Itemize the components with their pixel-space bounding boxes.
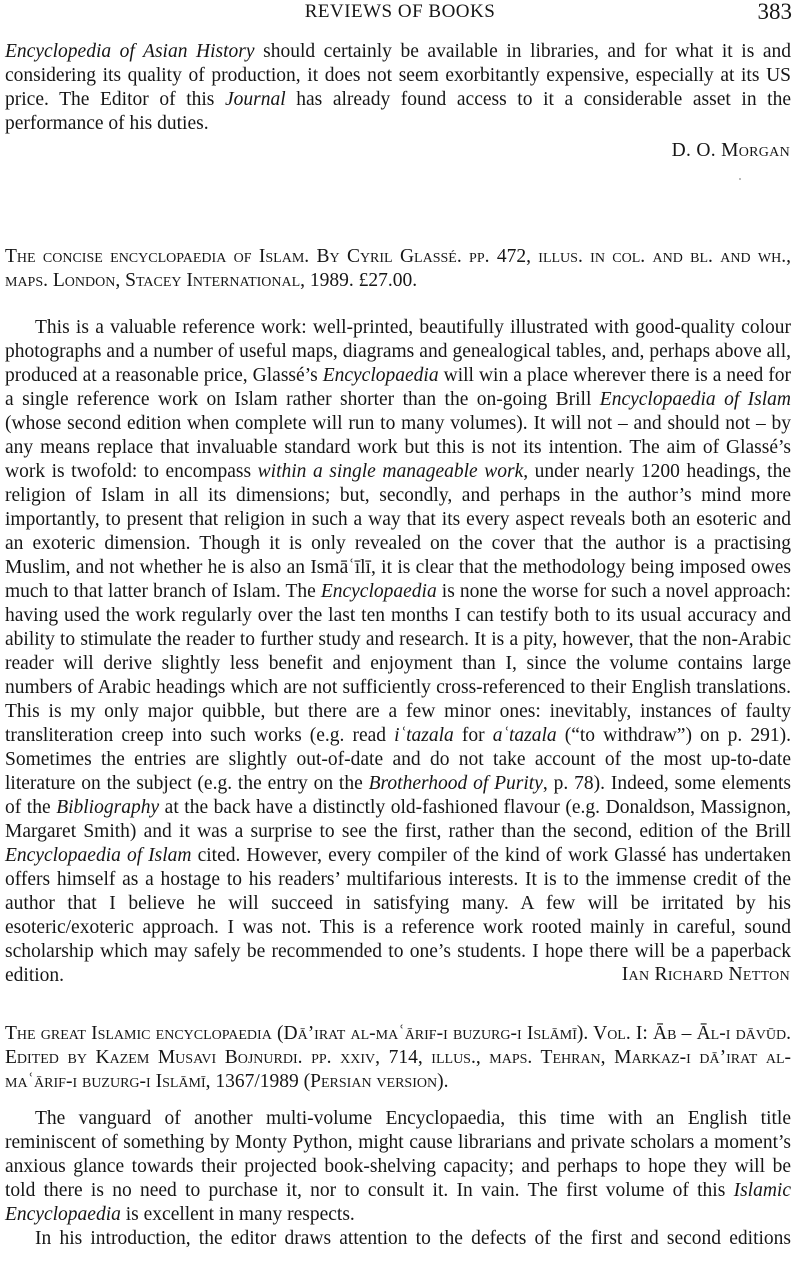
italic-text-run: aʿtazala [492, 725, 557, 746]
review-2-citation-text: The great Islamic encyclopaedia (Dā’irat al-maʿārif-i buzurg-i Islāmī). Vol. I: Āb – Āl-i dāvūd. Edited by Kazem Musavi Bojnurdi. pp. xxiv, 714, illus., maps. Tehran, Markaz-i dā’irat al-maʿārif-i buzurg-i Islāmī, 1367/1989 (Persian version). [5, 1023, 791, 1092]
italic-text-run: Encyclopaedia [320, 581, 437, 602]
text-run: The vanguard of another multi-volume Encyclopaedia, this time with an English title reminiscent of something by Monty Python, might cause librarians and private scholars a moment’s anxious glance towards their projected book-shelving capacity; and perhaps to hope they will be told there is no need to purchase it, nor to consult it. In vain. The first volume of this [5, 1108, 791, 1201]
text-run: at the back have a distinctly old-fashioned flavour (e.g. Donaldson, Massignon, Margaret Smith) and it was a surprise to see the first, rather than the second, edition of the Brill [5, 797, 791, 842]
text-run: cited. However, every compiler of the kind of work Glassé has undertaken offers himself as a hostage to his readers’ multifarious interests. It is to the immense credit of the author that I believe he will succeed in satisfying many. A few will be irritated by his esoteric/exoteric approach. I was not. This is a reference work rooted mainly in careful, sound scholarship which may safely be recommended to one’s students. I hope there will be a paperback edition. [5, 845, 791, 986]
italic-text-run: Encyclopaedia of Islam [599, 389, 791, 410]
text-run: for [453, 725, 493, 746]
previous-review-closing-paragraph [5, 40, 791, 136]
text-run: is excellent in many respects. [120, 1204, 355, 1225]
text-run: will win a place wherever there is a need for a single reference work on Islam rather shorter than the on-going Brill [5, 365, 791, 410]
review-1-body [5, 316, 791, 988]
text-run: , under nearly 1200 headings, the religion of Islam in all its dimensions; but, secondly, and perhaps in the author’s mind more importantly, to present that religion in such a way that its every aspect reveals both an esoteric and an exoteric dimension. Though it is only revealed on the cover that the author is a practising Muslim, and not whether he is also an Ismāʿīlī, it is clear that the methodology being imposed owes much to that latter branch of Islam. The [5, 461, 792, 602]
text-run: is none the worse for such a novel approach: having used the work regularly over the last ten months I can testify both to its usual accuracy and ability to stimulate the reader to further study and research. It is a pity, however, that the non-Arabic reader will derive slightly less benefit and enjoyment than I, since the volume contains large numbers of Arabic headings which are not sufficiently cross-referenced to their English translations. This is my only major quibble, but there are a few minor ones: inevitably, instances of faulty transliteration creep into such works (e.g. read [5, 581, 791, 746]
page-number: 383 [757, 0, 792, 24]
previous-review-signature: D. O. Morgan [671, 140, 790, 161]
italic-text-run: Bibliography [56, 797, 160, 818]
italic-text-run: Islamic Encyclopaedia [5, 1180, 791, 1225]
italic-text-run: Brotherhood of Purity [368, 773, 543, 794]
text-run: (whose second edition when complete will run to many volumes). It will not – and should not – by any means replace that invaluable standard work but this is not its intention. The aim of Glassé’s work is twofold: to encompass [5, 413, 791, 482]
review-1-signature: Ian Richard Netton [621, 964, 790, 985]
text-run: has already found access to it a considerable asset in the performance of his duties. [5, 89, 791, 134]
review-1-citation [5, 245, 791, 293]
italic-text-run: Encyclopedia of Asian History [5, 41, 255, 62]
running-head: REVIEWS OF BOOKS [304, 1, 496, 22]
text-run: This is a valuable reference work: well-printed, beautifully illustrated with good-quality colour photographs and a number of useful maps, diagrams and genealogical tables, and, perhaps above all, produced at a reasonable price, Glassé’s [5, 317, 791, 386]
text-run: should certainly be available in libraries, and for what it is and considering its quality of production, it does not seem exorbitantly expensive, especially at its US price. The Editor of this [5, 41, 791, 110]
review-2-paragraph-1 [5, 1107, 791, 1227]
italic-text-run: iʿtazala [394, 725, 454, 746]
text-run: (“to withdraw”) on p. 291). Sometimes the entries are slightly out-of-date and do not take account of the most up-to-date literature on the subject (e.g. the entry on the [5, 725, 792, 794]
italic-text-run: Journal [224, 89, 286, 110]
review-2-paragraph-2: In his introduction, the editor draws attention to the defects of the first and second editions [35, 1228, 791, 1249]
italic-text-run: Encyclopaedia [322, 365, 439, 386]
italic-text-run: Encyclopaedia of Islam [5, 845, 192, 866]
text-run: , p. 78). Indeed, some elements of the [5, 773, 792, 818]
italic-text-run: within a single manageable work [257, 461, 524, 482]
page-header [0, 0, 800, 26]
scan-speck [739, 178, 741, 180]
review-1-citation-text: The concise encyclopaedia of Islam. By Cyril Glassé. pp. 472, illus. in col. and bl. and wh., maps. London, Stacey International, 1989. £27.00. [5, 246, 791, 291]
review-2-citation [5, 1022, 791, 1094]
